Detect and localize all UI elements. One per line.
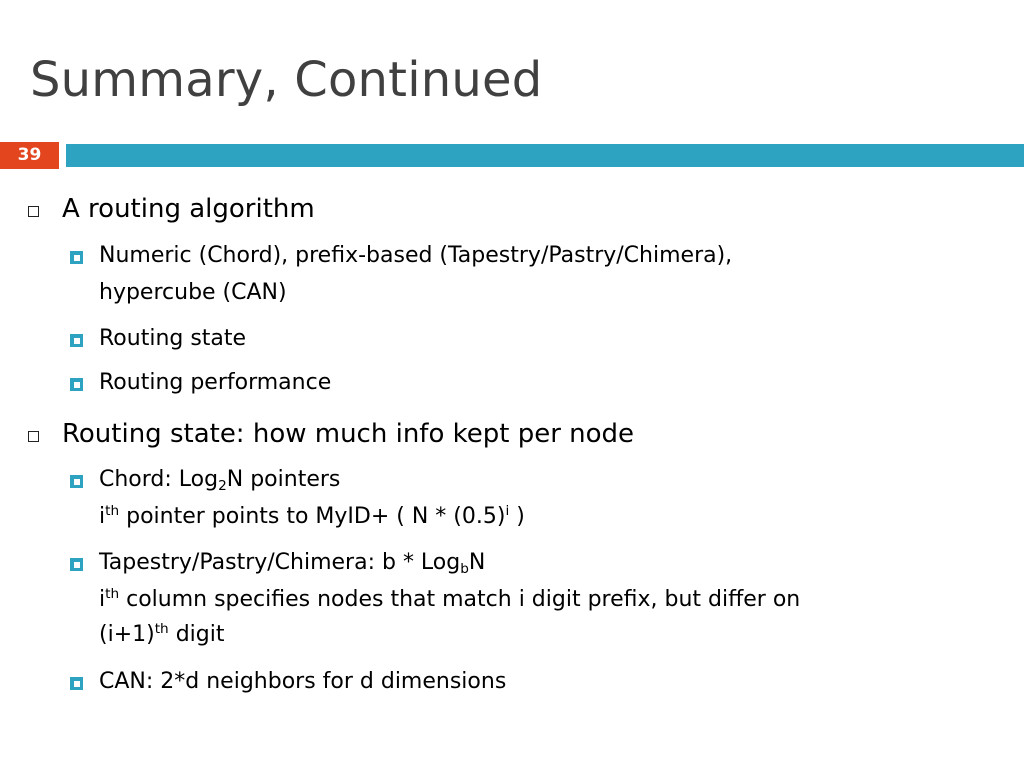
bullet-routing-state-how: Routing state: how much info kept per node xyxy=(62,419,635,449)
square-bullet-icon xyxy=(70,251,83,264)
slide-title: Summary, Continued xyxy=(30,52,543,108)
square-bullet-icon xyxy=(70,475,83,488)
square-bullet-icon xyxy=(70,677,83,690)
bullet-tapestry-detail-2: $(i+1)^{th}$ digit xyxy=(99,620,225,647)
square-bullet-icon xyxy=(70,378,83,391)
bullet-chord: Chord: Log$_2$N pointers xyxy=(99,467,341,495)
bullet-tapestry: Tapestry/Pastry/Chimera: b * Log$_b$N xyxy=(99,550,486,578)
bullet-chord-detail: $i^{th}$ pointer points to MyID+ ( N * $(0.5)^i$ ) xyxy=(99,502,525,529)
bullet-routing-algorithm: A routing algorithm xyxy=(62,194,315,224)
slide-number: 39 xyxy=(0,142,59,169)
bullet-numeric-line2: hypercube (CAN) xyxy=(99,280,287,305)
bullet-numeric-line1: Numeric (Chord), prefix-based (Tapestry/Pastry/Chimera), xyxy=(99,243,733,268)
square-bullet-icon xyxy=(70,334,83,347)
square-bullet-icon xyxy=(70,558,83,571)
bullet-tapestry-detail: $i^{th}$ column specifies nodes that match i digit prefix, but differ on xyxy=(99,585,801,612)
hollow-square-bullet-icon xyxy=(28,431,39,442)
hollow-square-bullet-icon xyxy=(28,206,39,217)
bullet-routing-performance: Routing performance xyxy=(99,370,332,395)
bullet-routing-state: Routing state xyxy=(99,326,247,351)
header-accent-bar xyxy=(66,144,1024,167)
bullet-can: CAN: 2*d neighbors for d dimensions xyxy=(99,669,507,694)
